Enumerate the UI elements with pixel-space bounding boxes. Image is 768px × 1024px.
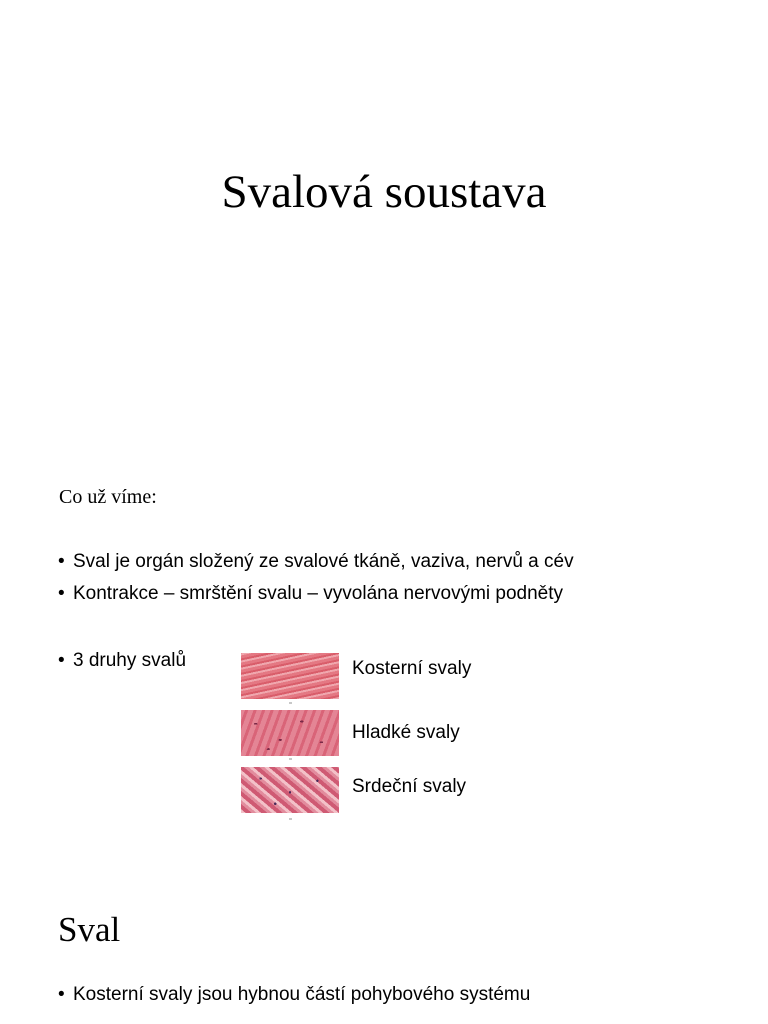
section-title: Sval (58, 910, 121, 949)
cardiac-muscle-tissue-image (241, 767, 339, 813)
list-item (58, 645, 186, 677)
skeletal-muscle-tissue-image (241, 653, 339, 699)
scale-mark (289, 818, 292, 820)
smooth-muscle-tissue-image (241, 710, 339, 756)
slide-title: Svalová soustava (221, 166, 547, 218)
list-item (58, 546, 574, 578)
list-item-text: Kontrakce – smrštění svalu – vyvolána nervovými podněty (73, 583, 564, 604)
muscle-type-label: Srdeční svaly (352, 776, 467, 797)
facts-list (58, 546, 574, 610)
bullet-icon: • (58, 583, 65, 604)
sval-list (58, 979, 530, 1011)
list-item-text: 3 druhy svalů (73, 650, 187, 671)
list-item (58, 578, 574, 610)
list-item-text: Sval je orgán složený ze svalové tkáně, vaziva, nervů a cév (73, 551, 574, 572)
muscle-type-label: Kosterní svaly (352, 658, 472, 679)
bullet-icon: • (58, 650, 65, 671)
scale-mark (289, 702, 292, 704)
intro-heading: Co už víme: (59, 486, 157, 508)
bullet-icon: • (58, 551, 65, 572)
bullet-icon: • (58, 984, 65, 1005)
scale-mark (289, 758, 292, 760)
muscle-type-label: Hladké svaly (352, 722, 460, 743)
list-item (58, 979, 530, 1011)
list-item-text: Kosterní svaly jsou hybnou částí pohybového systému (73, 984, 531, 1005)
muscle-types-list (58, 645, 186, 677)
